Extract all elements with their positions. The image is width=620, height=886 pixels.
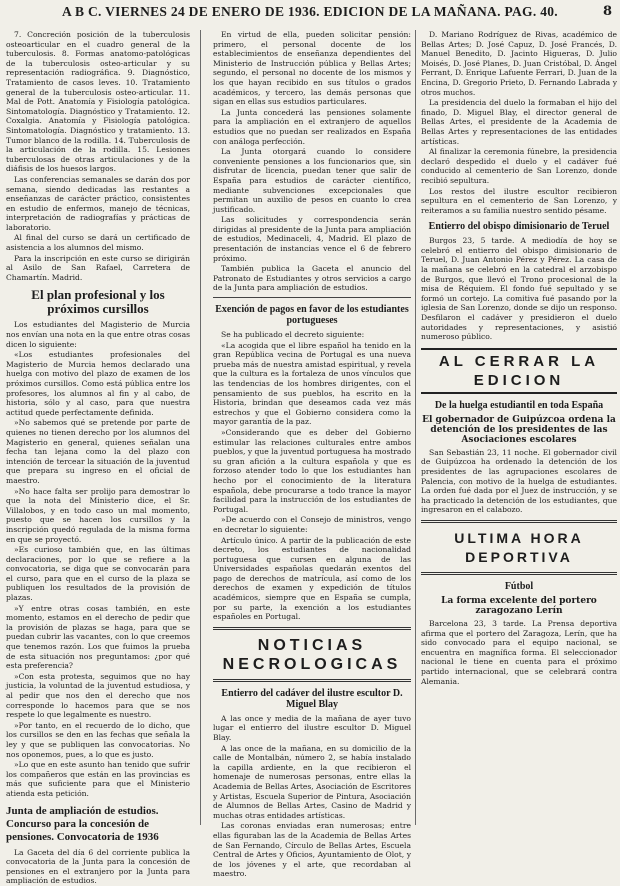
text-paragraph: Burgos 23, 5 tarde. A mediodía de hoy se celebró el entierro del obispo dimisionario de Teruel, D. Juan Antonio Pérez y Pérez. La casa de la mañana se celebró en la catedral el arzobispo de Burgos, que llevó el Trono procesional de la misa de Réquiem. El fondo fué sepultado y se formó un cortejo. La comitiva fué pasando por la iglesia de San Lorenzo, donde se dijo un responso. Desfilaron el cadáver y presidieron el duelo autoridades y representaciones, y asistió numeroso público. — [421, 236, 617, 342]
text-paragraph: »No hace falta ser prolijo para demostrar lo que la nota del Ministerio dice, el Sr. Villalobos, y en todo caso un mal momento, puesto que se hacen los cursillos y la inscripción quedó regulada de la misma forma en que se proyectó. — [6, 486, 190, 544]
text-paragraph: D. Mariano Rodríguez de Rivas, académico de Bellas Artes; D. José Capuz, D. José Francés, D. Manuel Benedito, D. Jacinto Higueras, D. Julio Moisés, D. José Planes, D. Juan Cristóbal, D. Ángel Ferrant, D. Enrique Lafuente Ferrari, D. Juan de la Encina, D. Gregorio Prieto, D. Fernando Labrada y otros muchos. — [421, 30, 617, 97]
headline-junta-ampliacion: Junta de ampliación de estudios. Concurso para la concesión de pensiones. Convocatoria de 1936 — [6, 804, 159, 843]
text-paragraph: »Con esta protesta, seguimos que no hay justicia, la voluntad de la juventud estudiosa, y al pedir que nos den el derecho que nos corresponde lo hacemos para que se nos respete lo que legalmente es nuestro. — [6, 671, 190, 720]
divider — [213, 627, 411, 630]
text-paragraph: «La acogida que el libre español ha tenido en la gran República vecina de Portugal es una nueva prueba más de nuestra amistad espiritual, y revela que la cultura es la fortaleza de unos vínculos que las tendencias de los hombres dirigentes, con el pensamiento de sus pueblos, ha escrito en la Historia, brindan que deseamos cada vez más estrechos y que el Gobierno considera como la mayor garantía de la paz. — [213, 340, 411, 427]
text-paragraph: La Gaceta del día 6 del corriente publica la convocatoria de la Junta para la concesión de pensiones en el extranjero por la Junta para ampliación de estudios. — [6, 847, 190, 886]
headline-futbol: Fútbol — [504, 580, 534, 592]
text-paragraph: En virtud de ella, pueden solicitar pensión: primero, el personal docente de los establecimientos de enseñanza dependientes del Ministerio de Instrucción pública y Bellas Artes; segundo, el personal no docente de los mismos y los que hayan recibido en sus títulos o grados académicos, y tercero, las demás personas que sigan en ellas sus estudios particulares. — [213, 30, 411, 107]
divider — [213, 679, 411, 682]
text-paragraph: Los restos del ilustre escultor recibieron sepultura en el cementerio de San Lorenzo, y reiteramos a su familia nuestro sentido pésame. — [421, 186, 617, 215]
text-paragraph: A las once y media de la mañana de ayer tuvo lugar el entierro del ilustre escultor D. Miguel Blay. — [213, 713, 411, 743]
text-paragraph: »No sabemos qué se pretende por parte de quienes no tienen derecho por los alumnos del Magisterio en general, quienes señalan una fecha tan lejana como la del plazo con intención de tercear la situación de la juventud que prepara su ingreso en el oficial de maestro. — [6, 418, 190, 485]
text-paragraph: San Sebastián 23, 11 noche. El gobernador civil de Guipúzcoa ha ordenado la detención de los presidentes de las agrupaciones escolares de Palencia, con motivo de la huelga de estudiantes. La orden fué dada por el Juez de instrucción, y se ha practicado la detención de los estudiantes, que ingresaron en el calabozo. — [421, 447, 617, 515]
divider — [213, 297, 411, 298]
section-al-cerrar-edicion: AL CERRAR LA EDICION — [421, 348, 617, 394]
text-paragraph: Para la inscripción en este curso se dirigirán al Asilo de San Rafael, Carretera de Chamartín. Madrid. — [6, 253, 190, 282]
column-1 — [6, 30, 190, 886]
text-paragraph: »Lo que en este asunto han tenido que sufrir los compañeros que están en las provincias es más que suficiente para que el Ministerio atienda esta petición. — [6, 760, 190, 798]
text-paragraph: »Y entre otras cosas también, en este momento, estamos en el derecho de pedir que la provisión de plazas se haga, para que se puedan cubrir las vacantes, con lo que creemos que tenemos razón. Los que fuimos la prueba de esta situación nos preguntamos: ¿por qué esta preferencia? — [6, 603, 190, 671]
text-paragraph: »Considerando que es deber del Gobierno estimular las relaciones culturales entre ambos pueblos, y que la juventud portuguesa ha mostrado su gran afición a la cultura española y que es forzoso atender todo lo que los estudiantes han hecho por el conocimiento de la literatura española, debe procurarse a todo trance la mayor facilidad para la instrucción de los estudiantes de Portugal. — [213, 427, 411, 514]
headline-entierro-blay: Entierro del cadáver del ilustre escultor D. Miguel Blay — [221, 687, 403, 710]
headline-plan-profesional: El plan profesional y los próximos cursillos — [31, 287, 165, 317]
column-2 — [213, 30, 411, 879]
divider — [421, 572, 617, 575]
masthead: A B C. VIERNES 24 DE ENERO DE 1936. EDICION DE LA MAÑANA. PAG. 40. — [62, 4, 558, 19]
text-paragraph: También publica la Gaceta el anuncio del Patronato de Estudiantes y otros servicios a cargo de la Junta para ampliación de estudios. — [213, 264, 411, 293]
text-paragraph: Artículo único. A partir de la publicación de este decreto, los estudiantes de nacionalidad portuguesa que cursen en alguna de las Universidades españolas quedarán exentos del pago de derechos de matrícula, así como de los derechos de examen y expedición de títulos académicos, siempre que en España se cumpla, por su parte, la exención a los estudiantes españoles en Portugal. — [213, 535, 411, 622]
subheadline-portero-lerin: La forma excelente del portero zaragozano Lerín — [441, 595, 597, 616]
text-paragraph: «Los estudiantes profesionales del Magisterio de Murcia hemos declarado una huelga con motivo del plazo de examen de los próximos cursillos. Como está pública entre los profesores, los alumnos al fin y al cabo, de historia, sólo y al caso, para que nuestra actitud quede perfectamente definida. — [6, 350, 190, 417]
subheadline-gobernador: El gobernador de Guipúzcoa ordena la detención de los presidentes de las Asociaciones escolares — [422, 414, 616, 445]
section-ultima-hora-deportiva: ULTIMA HORA DEPORTIVA — [454, 529, 584, 565]
headline-exencion-pagos: Exención de pagos en favor de los estudiantes portugueses — [215, 304, 409, 327]
text-paragraph: »Es curioso también que, en las últimas declaraciones, por lo que se refiere a la convocatoria, se diga que se convocarán para el curso, para que en el curso de la plaza se publiquen los resultados de la provisión de plazas. — [6, 545, 190, 603]
column-3 — [421, 30, 617, 825]
text-paragraph: 7. Concreción posición de la tuberculosis osteoarticular en el cuadro general de la tuberculosis. 8. Formas anatomo-patológicas de la tuberculosis osteo-articular y su representación radiográfica. 9. Diagnóstico, Tratamiento de casos leves. 10. Tratamiento general de la tuberculosis osteo-articular. 11. Mal de Pott. Anatomía y Fisiología patológica. Sintomatología. Diagnóstico y Tratamiento. 12. Coxalgia. Anatomía y Fisiología patológica. Sintomatología. Diagnóstico y tratamiento. 13. Tumor blanco de la rodilla. 14. Tuberculosis de la articulación de la rodilla. 15. Lesiones tuberculosas de otras articulaciones y de la diáfisis de los huesos largos. — [6, 30, 190, 174]
text-paragraph: Al finalizar la ceremonia fúnebre, la presidencia declaró despedido el duelo y el cadáver fué conducido al cementerio de San Lorenzo, donde recibió sepultura. — [421, 147, 617, 185]
text-paragraph: Las coronas enviadas eran numerosas; entre ellas figuraban las de la Academia de Bellas Artes de San Fernando, Círculo de Bellas Artes, Escuela Central de Artes y Oficios, Ayuntamiento de Olot, y de los jóvenes y el arte, que recordaban al maestro. — [213, 821, 411, 879]
column-rule-1 — [200, 30, 201, 825]
text-paragraph: La Junta concederá las pensiones solamente para la ampliación en el extranjero de aquellos estudios que no puedan ser realizados en España con análoga perfección. — [213, 107, 411, 146]
text-paragraph: Se ha publicado el decreto siguiente: — [221, 330, 365, 340]
text-paragraph: Barcelona 23, 3 tarde. La Prensa deportiva afirma que el portero del Zaragoza, Lerín, que ha sido convocado para el equipo nacional, se encuentra en magnífica forma. El seleccionador nacional le tiene en cuenta para el próximo partido internacional, que se celebrará contra Alemania. — [421, 618, 617, 686]
text-paragraph: Al final del curso se dará un certificado de asistencia a los alumnos del mismo. — [6, 233, 190, 253]
page-mark: 8 — [602, 4, 612, 19]
text-paragraph: La presidencia del duelo la formaban el hijo del finado, D. Miguel Blay, el director general de Bellas Artes, el presidente de la Academia de Bellas Artes y representaciones de las entidades artísticas. — [421, 98, 617, 146]
text-paragraph: A las once de la mañana, en su domicilio de la calle de Montalbán, número 2, se había instalado la capilla ardiente, en la que recibieron el homenaje de numerosas personas, entre ellas la Academia de Bellas Artes, Asociación de Escritores y Artistas, Escuela Superior de Pintura, Asociación de Alumnos de Bellas Artes, Casino de Madrid y muchas otras entidades artísticas. — [213, 743, 411, 820]
text-paragraph: Las conferencias semanales se darán dos por semana, siendo dedicadas las restantes a enseñanzas de carácter práctico, consistentes en estudio de enfermos, manejo de técnicas, interpretación de radiografías y prácticas de laboratorio. — [6, 174, 190, 232]
section-noticias-necrologicas: NOTICIAS NECROLOGICAS — [222, 636, 402, 673]
text-paragraph: La Junta otorgará cuando lo considere conveniente pensiones a los funcionarios que, sin disfrutar de licencia, puedan tener que salir de España para estudios de carácter científico, mediante subvenciones excepcionales que permitan un auxilio de pesos en cuanto lo crea justificado. — [213, 147, 411, 214]
text-paragraph: Los estudiantes del Magisterio de Murcia nos envían una nota en la que entre otras cosas dicen lo siguiente: — [6, 320, 190, 349]
text-paragraph: Las solicitudes y correspondencia serán dirigidas al presidente de la Junta para ampliación de estudios, Medinaceli, 4, Madrid. El plazo de presentación de instancias vence el 6 de febrero próximo. — [213, 215, 411, 263]
text-paragraph: »Por tanto, en el recuerdo de lo dicho, que los cursillos se den en las fechas que señala la ley y que se publiquen las convocatorias. No nos oponemos, pues, a lo que es justo. — [6, 720, 190, 759]
text-paragraph: »De acuerdo con el Consejo de ministros, vengo en decretar lo siguiente: — [213, 515, 411, 534]
headline-huelga-estudiantil: De la huelga estudiantil en toda España — [434, 399, 604, 411]
column-rule-2 — [415, 30, 416, 825]
headline-obispo-teruel: Entierro del obispo dimisionario de Teruel — [428, 221, 610, 233]
divider — [421, 520, 617, 523]
